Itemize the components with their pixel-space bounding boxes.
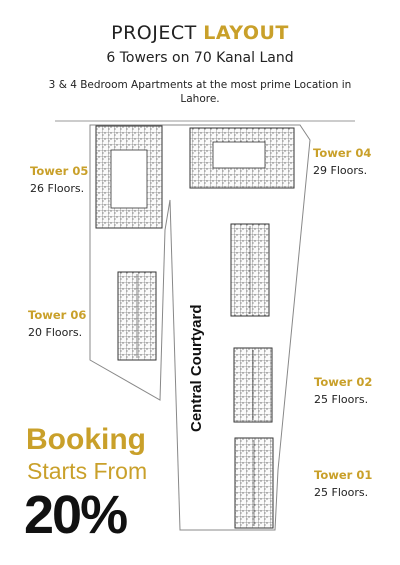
tower-floors: 25 Floors. (314, 486, 369, 499)
tower-floors: 26 Floors. (30, 182, 85, 195)
tower-floors: 20 Floors. (28, 326, 83, 339)
courtyard-label: Central Courtyard (188, 304, 205, 432)
booking-percent: 20% (24, 485, 127, 545)
tower-03-plan (231, 224, 269, 316)
tower-name: Tower 02 (314, 375, 373, 389)
tower-05-label (30, 164, 88, 195)
booking-subheading: Starts From (27, 458, 148, 484)
tower-05-plan (96, 126, 162, 228)
tower-04-plan (190, 128, 294, 188)
page-description: 3 & 4 Bedroom Apartments at the most prime Location in Lahore. (48, 79, 352, 105)
title-part2: LAYOUT (203, 22, 289, 44)
tower-01-label (314, 468, 372, 499)
tower-02-label (314, 375, 372, 406)
tower-floors: 29 Floors. (313, 164, 368, 177)
tower-name: Tower 01 (314, 468, 373, 482)
tower-01-plan (235, 438, 273, 528)
tower-floors: 25 Floors. (314, 393, 369, 406)
tower-name: Tower 06 (28, 308, 87, 322)
title-part1: PROJECT (111, 22, 197, 44)
tower-04-label (313, 146, 371, 177)
tower-06-label (28, 308, 86, 339)
tower-02-plan (234, 348, 272, 422)
booking-heading: Booking (26, 423, 146, 456)
tower-name: Tower 04 (313, 146, 372, 160)
tower-name: Tower 05 (30, 164, 89, 178)
page-subtitle: 6 Towers on 70 Kanal Land (106, 50, 294, 66)
tower-06-plan (118, 272, 156, 360)
